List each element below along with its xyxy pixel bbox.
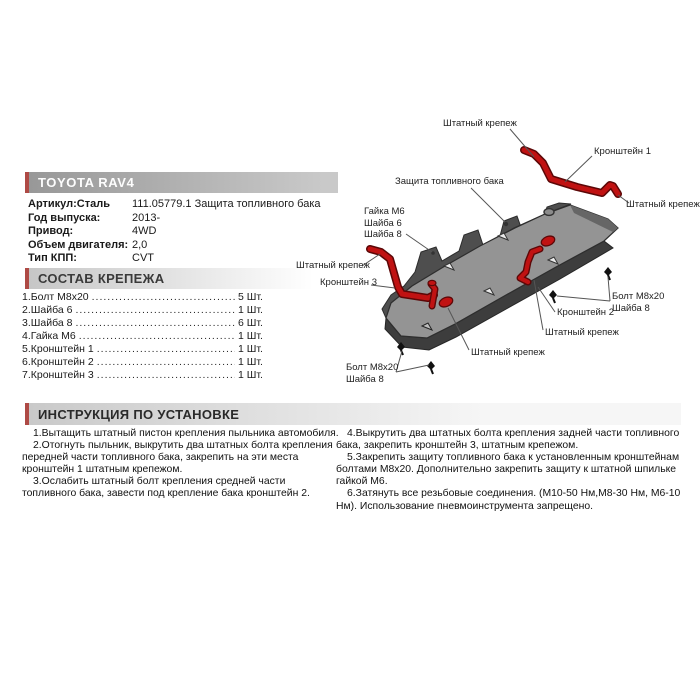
part-qty: 1 Шт.: [238, 330, 263, 342]
callout-factory-fastener-right: Штатный крепеж: [626, 199, 700, 210]
part-qty: 1 Шт.: [238, 304, 263, 316]
part-name: 3.Шайба 8: [22, 317, 73, 329]
callout-shield: Защита топливного бака: [395, 176, 504, 187]
callout-bracket-2: Кронштейн 2: [557, 307, 614, 318]
instruction-step: 5.Закрепить защиту топливного бака к установленным кронштейнам болтами М8х20. Дополнительно закрепить защиту к штатной шпильке гайкой М6.: [336, 452, 680, 488]
part-qty: 1 Шт.: [238, 343, 263, 355]
part-qty: 1 Шт.: [238, 356, 263, 368]
callout-line: Шайба 6: [364, 217, 402, 229]
hardware-title: СОСТАВ КРЕПЕЖА: [38, 271, 165, 286]
callout-bracket-3: Кронштейн 3: [320, 277, 377, 288]
part-name: 1.Болт М8х20: [22, 291, 89, 303]
callout-bracket-1: Кронштейн 1: [594, 146, 651, 157]
spec-value: 2,0: [132, 238, 148, 251]
callout-line: Шайба 8: [346, 373, 384, 385]
callout-factory-fastener-lower-right: Штатный крепеж: [545, 327, 619, 338]
instruction-step: 1.Вытащить штатный пистон крепления пыльника автомобиля.: [33, 428, 339, 439]
instruction-step: 3.Ослабить штатный болт крепления средней части топливного бака, завести под крепление бака кронштейн 2.: [22, 476, 310, 500]
spec-label: Год выпуска:: [28, 211, 101, 224]
callout-factory-fastener-left: Штатный крепеж: [296, 260, 370, 271]
part-name: 6.Кронштейн 2: [22, 356, 94, 368]
spec-value: CVT: [132, 252, 154, 265]
spec-label: Привод:: [28, 225, 74, 238]
callout-line: Шайба 8: [612, 302, 650, 314]
callout-bolt-washer-bottom-left: [346, 362, 398, 385]
instruction-step: 6.Затянуть все резьбовые соединения. (М10-50 Нм,М8-30 Нм, М6-10 Нм). Использование пневмоинструмента запрещено.: [336, 488, 681, 512]
instructions-left-column: [22, 428, 340, 501]
callout-factory-fastener-bottom: Штатный крепеж: [471, 347, 545, 358]
spec-label: Артикул:Сталь: [28, 198, 110, 210]
callout-nut-washer-group: [364, 206, 405, 241]
instructions-right-column: [336, 428, 686, 513]
spec-value: 2013-: [132, 211, 161, 224]
callout-line: Болт М8х20: [346, 362, 399, 373]
instruction-step: 4.Выкрутить два штатных болта крепления задней части топливного бака, закрепить кронштейн 3, штатным крепежом.: [336, 428, 680, 452]
spec-label: Объем двигателя:: [28, 238, 129, 251]
callout-line: Гайка М6: [364, 206, 405, 217]
instructions-section-header: [25, 403, 681, 425]
callout-factory-fastener-top: Штатный крепеж: [443, 118, 517, 129]
part-name: 5.Кронштейн 1: [22, 343, 94, 355]
instruction-step: 2.Отогнуть пыльник, выкрутить два штатных болта крепления передней части топливного бака, закрепить на эти места кронштейн 1 штатным крепежом.: [22, 440, 333, 476]
spec-value: 4WD: [132, 225, 157, 238]
part-qty: 1 Шт.: [238, 369, 263, 381]
part-qty: 5 Шт.: [238, 291, 263, 303]
callout-line: Шайба 8: [364, 229, 402, 240]
part-name: 2.Шайба 6: [22, 304, 73, 316]
callout-bolt-washer-right: [612, 291, 664, 314]
part-name: 7.Кронштейн 3: [22, 369, 94, 381]
callout-line: Болт М8х20: [612, 291, 665, 302]
part-name: 4.Гайка М6: [22, 330, 76, 342]
spec-value: 111.05779.1 Защита топливного бака: [132, 198, 321, 210]
spec-label: Тип КПП:: [28, 252, 77, 265]
vehicle-title: TOYOTA RAV4: [38, 175, 135, 190]
instructions-title: ИНСТРУКЦИЯ ПО УСТАНОВКЕ: [38, 406, 240, 422]
part-qty: 6 Шт.: [238, 317, 263, 329]
